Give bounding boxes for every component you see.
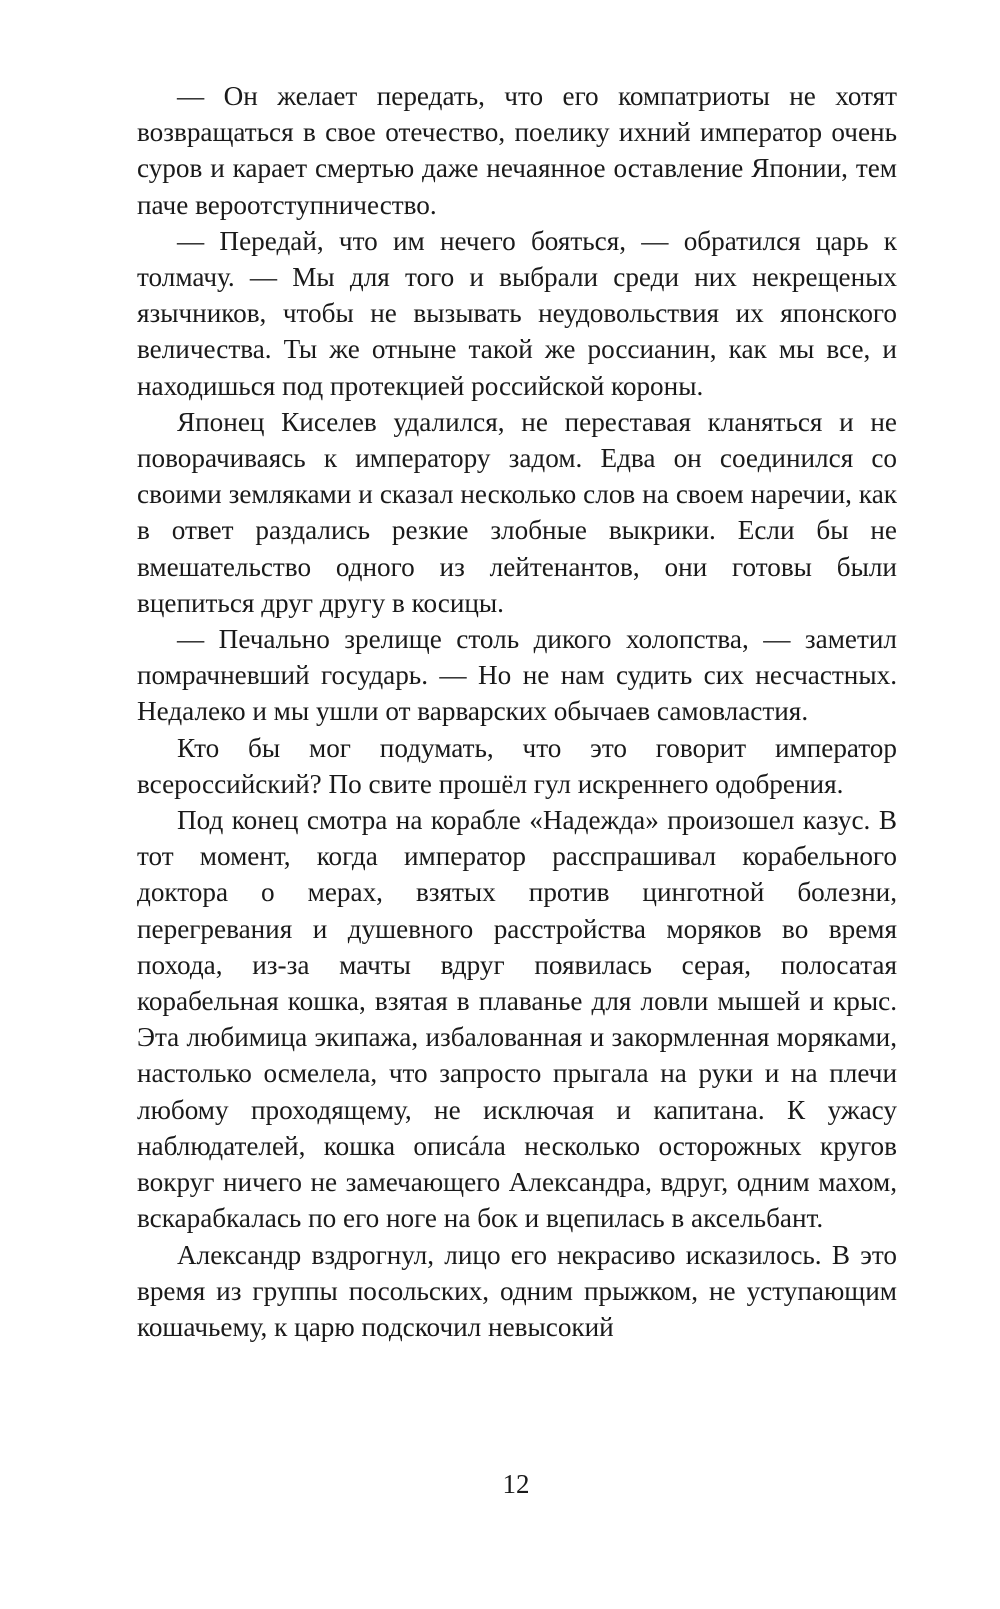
paragraph: Под конец смотра на корабле «Надежда» произошел казус. В тот момент, когда император расспрашивал корабельного доктора о мерах, взятых против цинготной болезни, перегревания и душевного расстройства моряков во время похода, из-за мачты вдруг появилась серая, полосатая корабельная кошка, взятая в плаванье для ловли мышей и крыс. Эта любимица экипажа, избалованная и закормленная моряками, настолько осмелела, что запросто прыгала на руки и на плечи любому проходящему, не исключая и капитана. К ужасу наблюдателей, кошка описáла несколько осторожных кругов вокруг ничего не замечающего Александра, вдруг, одним махом, вскарабкалась по его ноге на бок и вцепилась в аксельбант. <box>137 805 897 1234</box>
paragraph: — Печально зрелище столь дикого холопства, — заметил помрачневший государь. — Но не нам судить сих несчастных. Недалеко и мы ушли от варварских обычаев самовластия. <box>137 624 897 727</box>
page-text <box>137 78 897 1345</box>
paragraph: Александр вздрогнул, лицо его некрасиво исказилось. В это время из группы посольских, одним прыжком, не уступающим кошачьему, к царю подскочил невысокий <box>137 1239 897 1342</box>
paragraph: Кто бы мог подумать, что это говорит император всероссийский? По свите прошёл гул искреннего одобрения. <box>137 732 897 799</box>
page-number: 12 <box>502 1469 530 1499</box>
paragraph: — Передай, что им нечего бояться, — обратился царь к толмачу. — Мы для того и выбрали среди них некрещеных язычников, чтобы не вызывать неудовольствия их японского величества. Ты же отныне такой же россианин, как мы все, и находишься под протекцией российской короны. <box>137 225 897 401</box>
paragraph: — Он желает передать, что его компатриоты не хотят возвращаться в свое отечество, поелику ихний император очень суров и карает смертью даже нечаянное оставление Японии, тем паче вероотступничество. <box>137 81 897 220</box>
paragraph: Японец Киселев удалился, не переставая кланяться и не поворачиваясь к императору задом. Едва он соединился со своими земляками и сказал несколько слов на своем наречии, как в ответ раздались резкие злобные выкрики. Если бы не вмешательство одного из лейтенантов, они готовы были вцепиться друг другу в косицы. <box>137 406 897 618</box>
